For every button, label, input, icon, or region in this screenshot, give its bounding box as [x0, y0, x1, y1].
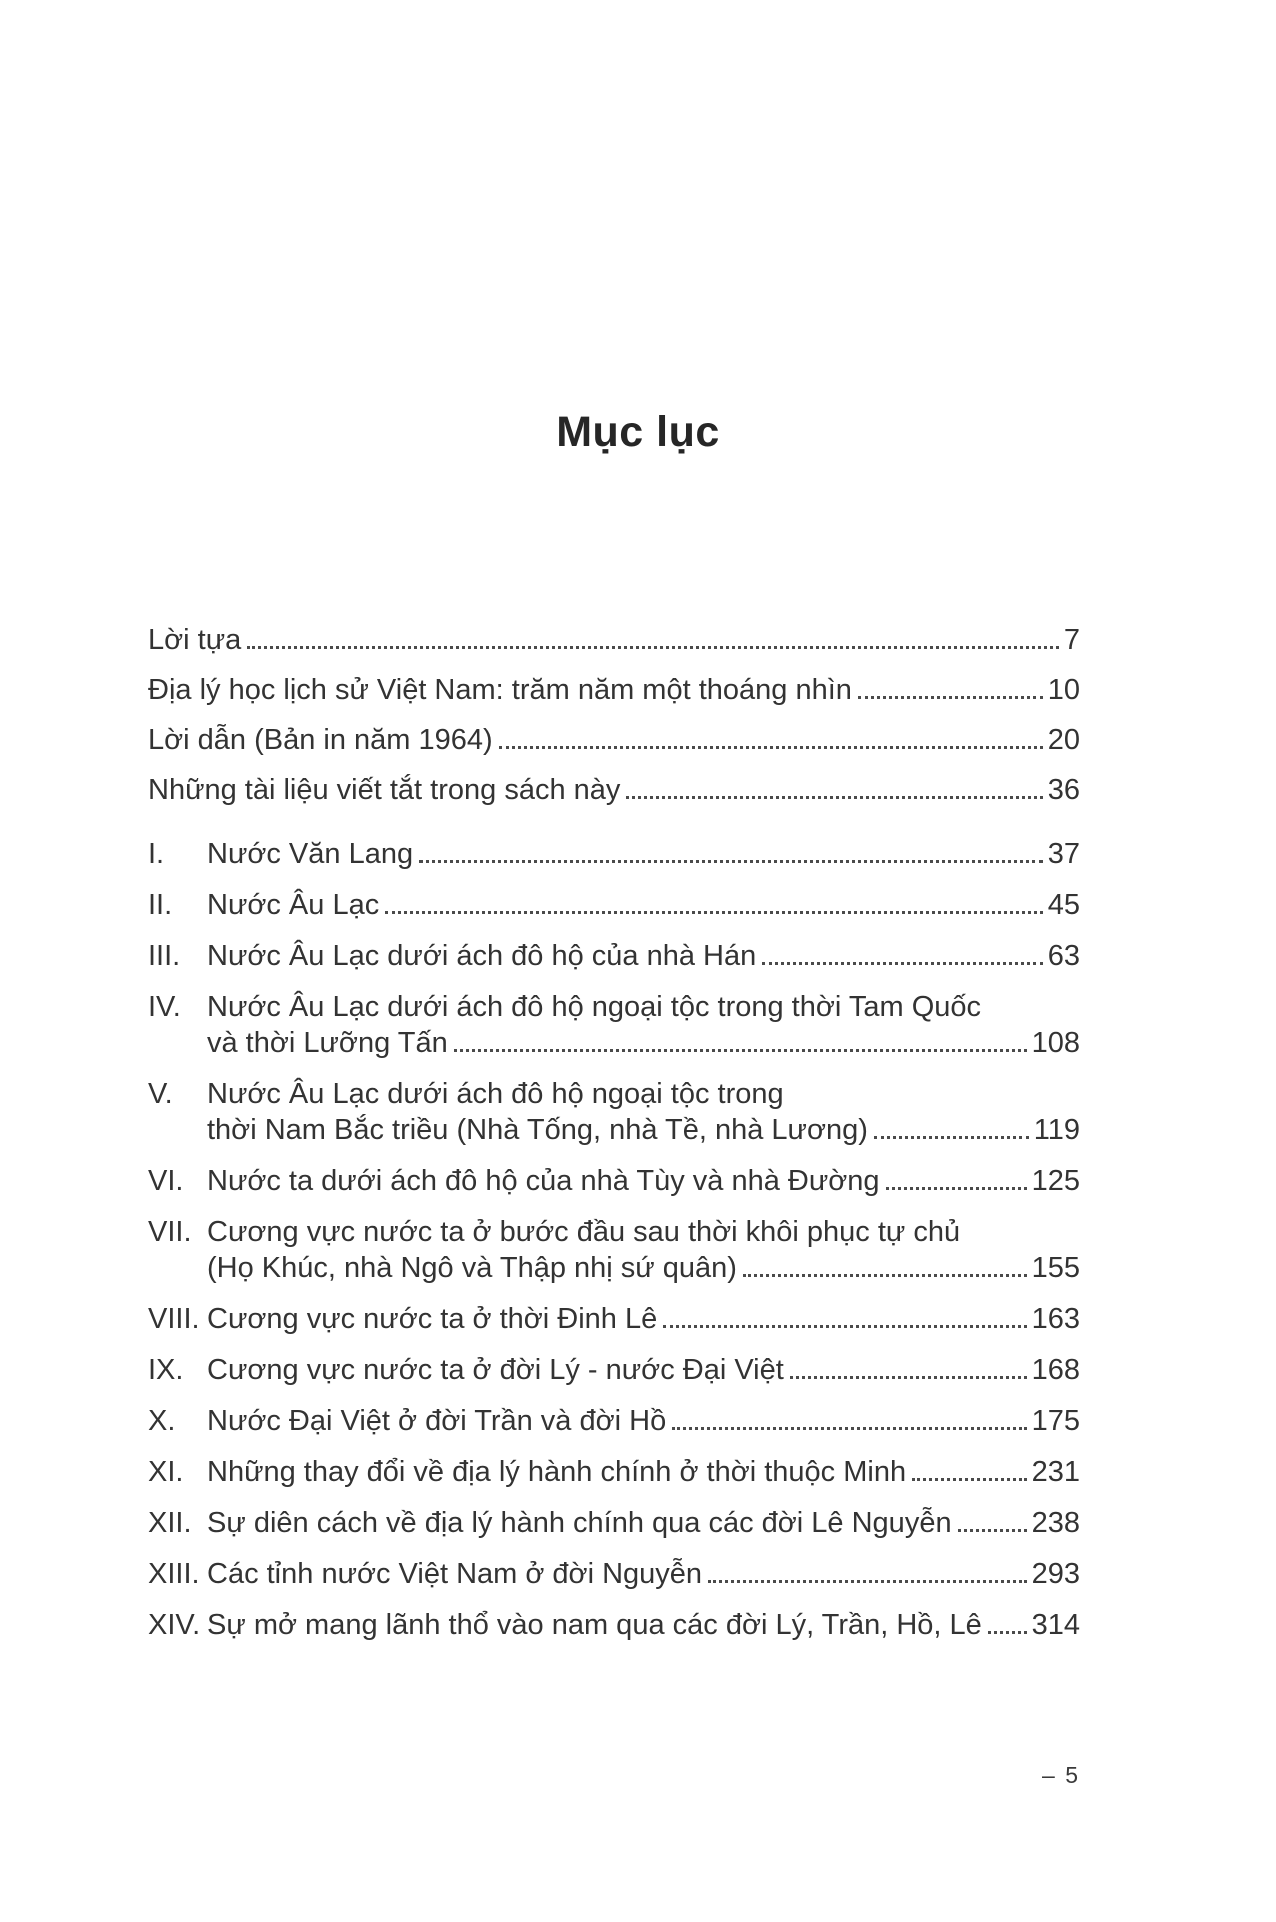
toc-entry: [148, 1454, 1080, 1490]
entry-label: Lời dẫn (Bản in năm 1964): [148, 724, 493, 756]
dot-leader: [419, 860, 1043, 863]
toc-entry: [148, 672, 1080, 708]
entry-label: Lời tựa: [148, 624, 242, 656]
entry-label-line2: (Họ Khúc, nhà Ngô và Thập nhị sứ quân): [207, 1252, 737, 1284]
chapter-numeral: V.: [148, 1078, 173, 1110]
entry-label: Nước Văn Lang: [207, 838, 414, 870]
chapter-numeral: X.: [148, 1405, 176, 1437]
toc-entry: [148, 1403, 1080, 1439]
toc-body: [148, 622, 1080, 1658]
entry-label-line2: thời Nam Bắc triều (Nhà Tống, nhà Tề, nhà Lương): [207, 1114, 868, 1146]
entry-label: Nước Âu Lạc dưới ách đô hộ của nhà Hán: [207, 940, 757, 972]
chapter-numeral: VI.: [148, 1165, 184, 1197]
page-title: Mục lục: [556, 408, 720, 456]
dot-leader: [858, 696, 1043, 699]
toc-entry: [148, 1076, 1080, 1148]
toc-entry: [148, 772, 1080, 808]
entry-label: Sự mở mang lãnh thổ vào nam qua các đời Lý, Trần, Hồ, Lê: [207, 1609, 982, 1641]
entry-label: Sự diên cách về địa lý hành chính qua các đời Lê Nguyễn: [207, 1507, 952, 1539]
chapter-numeral: XIII.: [148, 1558, 200, 1590]
dot-leader: [912, 1478, 1027, 1481]
dot-leader: [672, 1427, 1026, 1430]
entry-label-line2: và thời Lưỡng Tấn: [207, 1027, 448, 1059]
entry-page-number: 175: [1031, 1405, 1080, 1437]
entry-page-number: 108: [1031, 1027, 1080, 1059]
entry-page-number: 63: [1047, 940, 1080, 972]
entry-page-number: 7: [1063, 624, 1080, 656]
front-matter-section: [148, 622, 1080, 808]
entry-label: Cương vực nước ta ở đời Lý - nước Đại Việt: [207, 1354, 784, 1386]
dot-leader: [743, 1274, 1027, 1277]
toc-entry: [148, 836, 1080, 872]
chapter-numeral: XIV.: [148, 1609, 201, 1641]
dot-leader: [790, 1376, 1027, 1379]
chapter-numeral: IV.: [148, 991, 181, 1023]
entry-page-number: 155: [1031, 1252, 1080, 1284]
chapter-numeral: XI.: [148, 1456, 184, 1488]
dot-leader: [499, 746, 1043, 749]
chapter-numeral: VII.: [148, 1216, 192, 1248]
entry-label: Những tài liệu viết tắt trong sách này: [148, 774, 621, 806]
entry-label: Nước Đại Việt ở đời Trần và đời Hồ: [207, 1405, 667, 1437]
toc-entry: [148, 989, 1080, 1061]
entry-page-number: 293: [1031, 1558, 1080, 1590]
entry-label: Các tỉnh nước Việt Nam ở đời Nguyễn: [207, 1558, 703, 1590]
dot-leader: [988, 1631, 1027, 1634]
dot-leader: [958, 1529, 1027, 1532]
entry-page-number: 231: [1031, 1456, 1080, 1488]
toc-entry: [148, 1505, 1080, 1541]
toc-entry: [148, 1556, 1080, 1592]
toc-entry: [148, 622, 1080, 658]
entry-label: Nước ta dưới ách đô hộ của nhà Tùy và nhà Đường: [207, 1165, 880, 1197]
entry-label: Cương vực nước ta ở bước đầu sau thời khôi phục tự chủ: [207, 1216, 961, 1248]
toc-entry: [148, 1352, 1080, 1388]
chapter-numeral: III.: [148, 940, 181, 972]
entry-label: Những thay đổi về địa lý hành chính ở thời thuộc Minh: [207, 1456, 907, 1488]
chapter-numeral: VIII.: [148, 1303, 200, 1335]
entry-page-number: 37: [1047, 838, 1080, 870]
toc-entry: [148, 1214, 1080, 1286]
dot-leader: [874, 1136, 1029, 1139]
dot-leader: [385, 911, 1043, 914]
dot-leader: [454, 1049, 1027, 1052]
entry-page-number: 36: [1047, 774, 1080, 806]
entry-label: Nước Âu Lạc dưới ách đô hộ ngoại tộc trong: [207, 1078, 784, 1110]
toc-entry: [148, 722, 1080, 758]
entry-label: Cương vực nước ta ở thời Đinh Lê: [207, 1303, 658, 1335]
entry-page-number: 20: [1047, 724, 1080, 756]
entry-page-number: 314: [1031, 1609, 1080, 1641]
dot-leader: [708, 1580, 1027, 1583]
chapter-numeral: II.: [148, 889, 173, 921]
chapter-list: [148, 836, 1080, 1643]
dot-leader: [663, 1325, 1026, 1328]
entry-page-number: 10: [1047, 674, 1080, 706]
dot-leader: [762, 962, 1043, 965]
entry-page-number: 168: [1031, 1354, 1080, 1386]
toc-entry: [148, 1607, 1080, 1643]
entry-label: Nước Âu Lạc: [207, 889, 380, 921]
entry-page-number: 119: [1033, 1114, 1080, 1146]
entry-page-number: 163: [1031, 1303, 1080, 1335]
entry-page-number: 238: [1031, 1507, 1080, 1539]
chapter-numeral: XII.: [148, 1507, 192, 1539]
toc-entry: [148, 938, 1080, 974]
toc-entry: [148, 1163, 1080, 1199]
chapter-numeral: IX.: [148, 1354, 184, 1386]
entry-page-number: 125: [1031, 1165, 1080, 1197]
entry-page-number: 45: [1047, 889, 1080, 921]
entry-label: Địa lý học lịch sử Việt Nam: trăm năm một thoáng nhìn: [148, 674, 852, 706]
chapter-numeral: I.: [148, 838, 165, 870]
toc-entry: [148, 1301, 1080, 1337]
page-footer-number: – 5: [1042, 1762, 1080, 1788]
dot-leader: [886, 1187, 1027, 1190]
toc-entry: [148, 887, 1080, 923]
dot-leader: [626, 796, 1042, 799]
entry-label: Nước Âu Lạc dưới ách đô hộ ngoại tộc trong thời Tam Quốc: [207, 991, 982, 1023]
dot-leader: [247, 646, 1059, 649]
